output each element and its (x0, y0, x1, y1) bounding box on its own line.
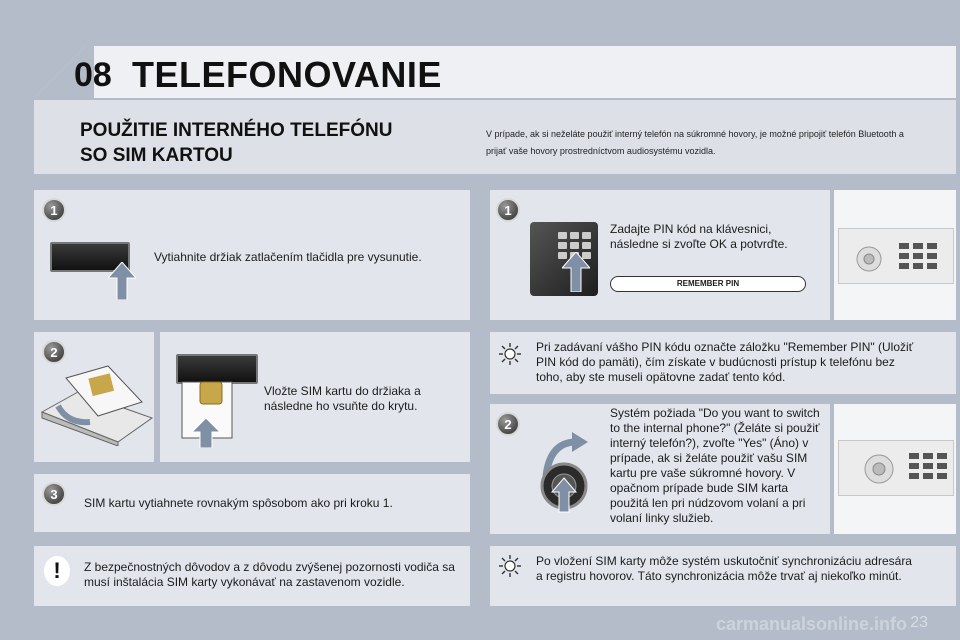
warning-text: Z bezpečnostných dôvodov a z dôvodu zvýšenej pozornosti vodiča sa musí inštalácia SIM karty vykonávať na zastavenom vozidle. (84, 560, 455, 589)
page-title: TELEFONOVANIE (132, 54, 442, 95)
step1-badge: 1 (42, 198, 66, 222)
section-title-line2: SO SIM KARTOU (80, 145, 233, 166)
confirm-step-badge: 2 (496, 412, 520, 436)
push-arrow-icon (108, 262, 136, 300)
step2-text: Vložte SIM kartu do držiaka a následne ho vsuňte do krytu. (264, 384, 421, 413)
step3-badge: 3 (42, 482, 66, 506)
step3-text: SIM kartu vytiahnete rovnakým spôsobom ako pri kroku 1. (84, 496, 393, 510)
sim-card-holder-illustration (176, 378, 256, 448)
page-number: 23 (910, 614, 928, 631)
section-title-line1: POUŽITIE INTERNÉHO TELEFÓNU (80, 120, 393, 141)
pin-step-text: Zadajte PIN kód na klávesnici, následne si zvoľte OK a potvrďte. (610, 222, 788, 251)
tip-sun-icon (498, 554, 522, 578)
step1-text: Vytiahnite držiak zatlačením tlačidla pre vysunutie. (154, 250, 422, 264)
radio-unit-image (838, 228, 954, 284)
pin-step-badge: 1 (496, 198, 520, 222)
tip2-text: Po vložení SIM karty môže systém uskutočniť synchronizáciu adresára a registru hovorov. Táto synchronizácia môže trvať aj niekoľko minút. (536, 554, 912, 583)
section-title (80, 118, 440, 168)
radio-knob-image (838, 440, 954, 496)
watermark: carmanualsonline.info (716, 614, 908, 634)
chapter-number: 08 (74, 56, 112, 94)
rotary-knob-illustration (530, 430, 600, 520)
warning-icon: ! (44, 556, 70, 586)
sim-tray-illustration (38, 362, 154, 446)
tip1-text: Pri zadávaní vášho PIN kódu označte záložku "Remember PIN" (Uložiť PIN kód do pamäti), čím získate v budúcnosti prístup k telefónu bez toho, aby ste museli opätovne zadať tento kód. (536, 340, 914, 384)
tip-sun-icon (498, 342, 522, 366)
intro-text: V prípade, ak si neželáte použiť interný telefón na súkromné hovory, je možné pripojiť telefón Bluetooth a prijať vaše hovory prostredníctvom audiosystému vozidla. (486, 129, 904, 156)
remember-pin-button[interactable]: REMEMBER PIN (610, 276, 806, 292)
confirm-step-text: Systém požiada "Do you want to switch to the internal phone?" (Želáte si použiť interný telefón?), zvoľte "Yes" (Áno) v prípade, ak si želáte použiť vašu SIM kartu pre vaše súkromné hovory. V opačnom prípade bude SIM karta použitá len pri núdzovom volaní a pri volaní linky služieb. (610, 406, 820, 525)
step2-badge: 2 (42, 340, 66, 364)
press-arrow-icon (562, 252, 590, 292)
